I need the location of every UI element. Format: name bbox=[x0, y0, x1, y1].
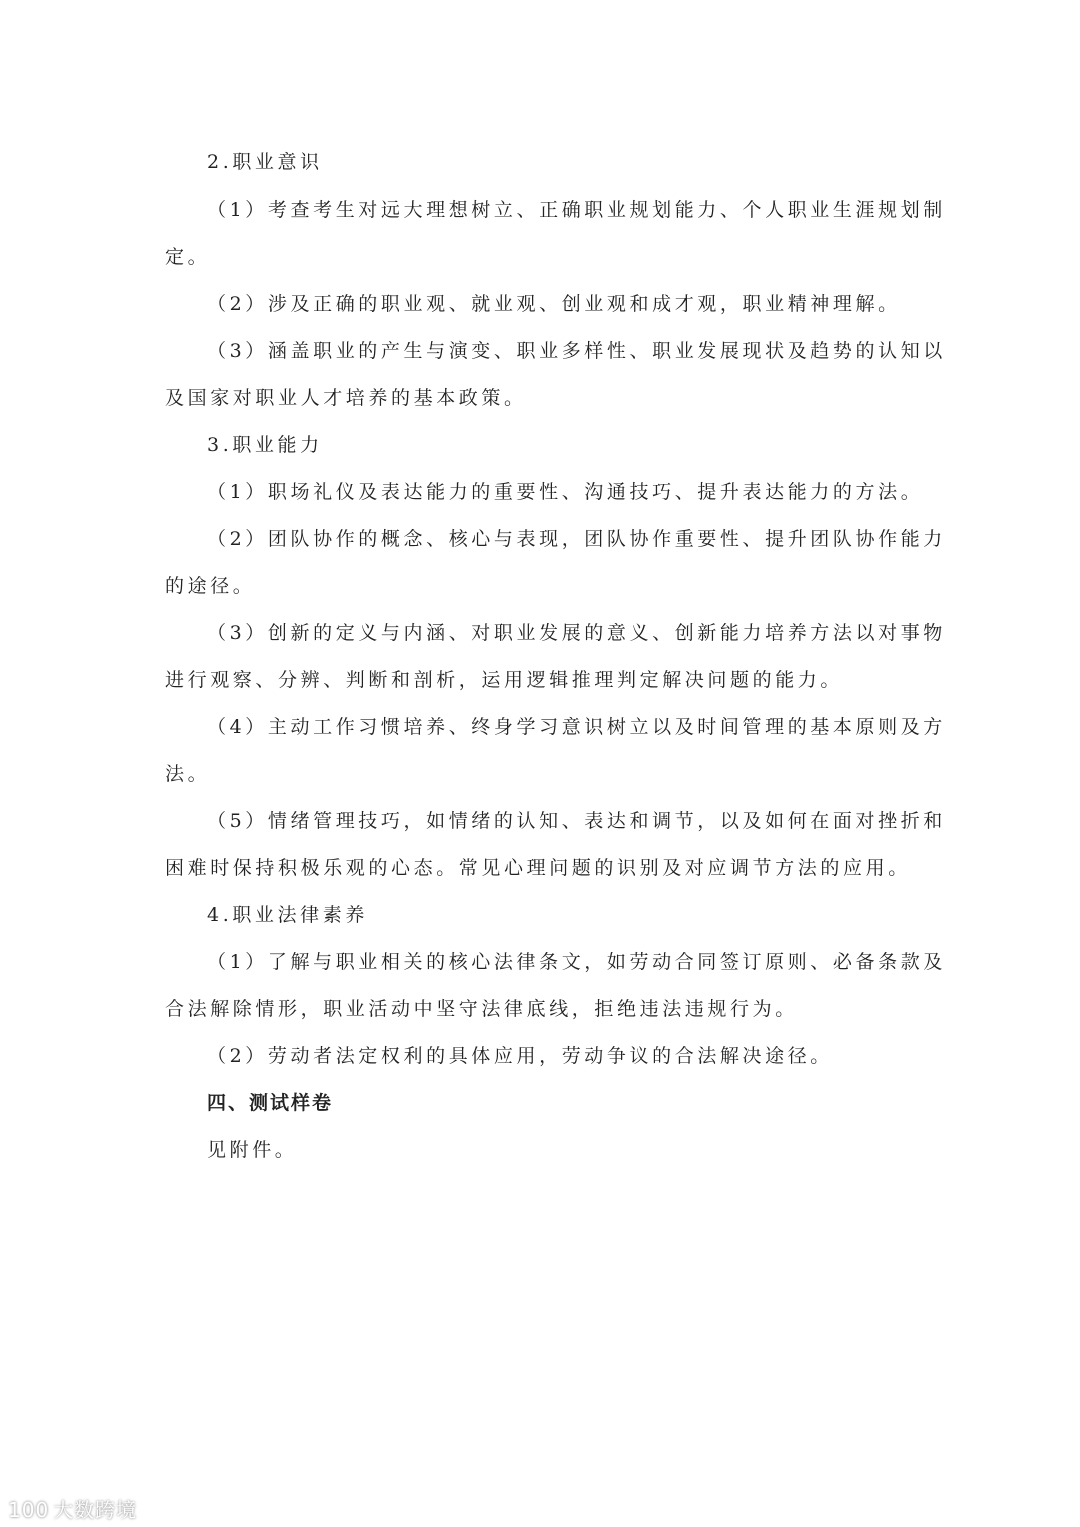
paragraph-line: （5）情绪管理技巧，如情绪的认知、表达和调节，以及如何在面对挫折和 bbox=[207, 810, 946, 832]
paragraph-line: 定。 bbox=[165, 246, 211, 268]
paragraph-line: 法。 bbox=[165, 763, 211, 785]
paragraph-line: （1）考查考生对远大理想树立、正确职业规划能力、个人职业生涯规划制 bbox=[207, 199, 946, 221]
watermark-text: 大数跨境 bbox=[53, 1498, 138, 1522]
paragraph-line: 的途径。 bbox=[165, 575, 256, 597]
subheading-legal-literacy: 4.职业法律素养 bbox=[207, 904, 368, 926]
subheading-career-ability: 3.职业能力 bbox=[207, 434, 323, 456]
paragraph-line: 进行观察、分辨、判断和剖析，运用逻辑推理判定解决问题的能力。 bbox=[165, 669, 844, 691]
paragraph-line: （3）创新的定义与内涵、对职业发展的意义、创新能力培养方法以对事物 bbox=[207, 622, 946, 644]
paragraph-line: （4）主动工作习惯培养、终身学习意识树立以及时间管理的基本原则及方 bbox=[207, 716, 946, 738]
paragraph-line: 见附件。 bbox=[207, 1139, 298, 1161]
paragraph-line: （1）了解与职业相关的核心法律条文，如劳动合同签订原则、必备条款及 bbox=[207, 951, 946, 973]
paragraph-line: （2）涉及正确的职业观、就业观、创业观和成才观，职业精神理解。 bbox=[207, 293, 901, 315]
paragraph-line: （3）涵盖职业的产生与演变、职业多样性、职业发展现状及趋势的认知以 bbox=[207, 340, 946, 362]
watermark-logo-icon: 100 bbox=[8, 1498, 50, 1522]
section-heading-sample-test: 四、测试样卷 bbox=[207, 1092, 334, 1114]
paragraph-line: （2）劳动者法定权利的具体应用，劳动争议的合法解决途径。 bbox=[207, 1045, 833, 1067]
paragraph-line: （2）团队协作的概念、核心与表现，团队协作重要性、提升团队协作能力 bbox=[207, 528, 946, 550]
watermark bbox=[8, 1494, 137, 1523]
subheading-career-awareness: 2.职业意识 bbox=[207, 151, 323, 173]
paragraph-line: 及国家对职业人才培养的基本政策。 bbox=[165, 387, 527, 409]
paragraph-line: 合法解除情形，职业活动中坚守法律底线，拒绝违法违规行为。 bbox=[165, 998, 798, 1020]
paragraph-line: （1）职场礼仪及表达能力的重要性、沟通技巧、提升表达能力的方法。 bbox=[207, 481, 924, 503]
paragraph-line: 困难时保持积极乐观的心态。常见心理问题的识别及对应调节方法的应用。 bbox=[165, 857, 911, 879]
